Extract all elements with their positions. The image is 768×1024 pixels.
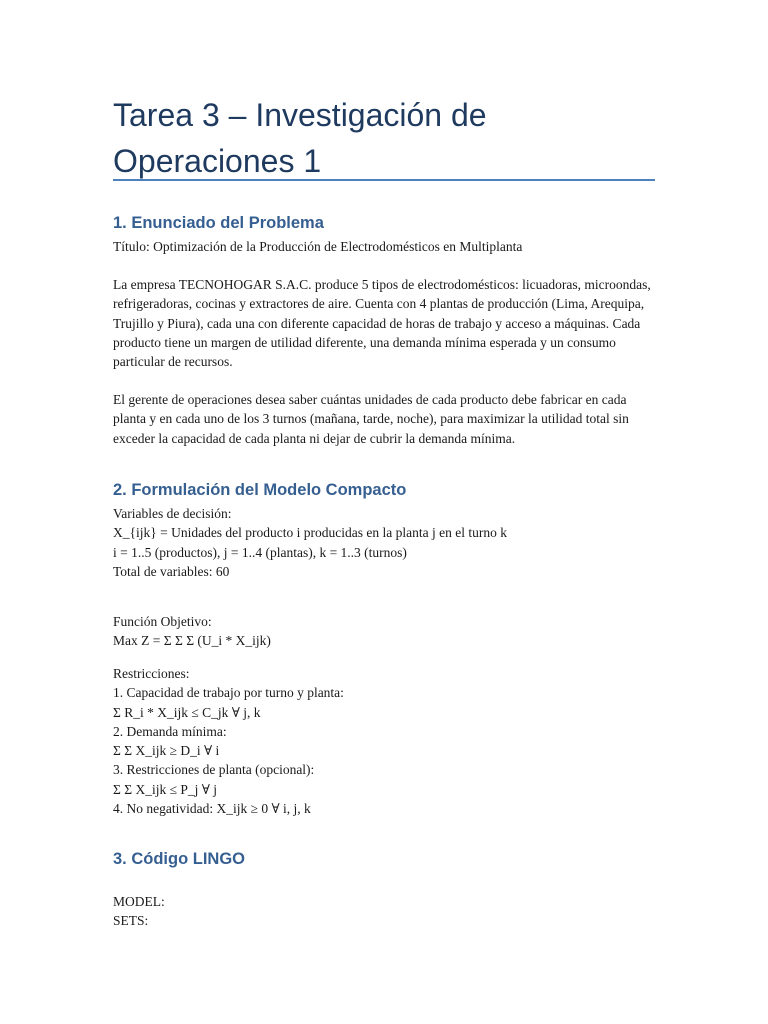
code-line: SETS: (113, 913, 149, 929)
title-divider (113, 179, 655, 181)
constraint-line: 3. Restricciones de planta (opcional): (113, 762, 315, 778)
constraint-line: 1. Capacidad de trabajo por turno y planta: (113, 685, 344, 701)
constraint-line: Σ R_i * X_ijk ≤ C_jk ∀ j, k (113, 704, 261, 720)
variables-line: i = 1..5 (productos), j = 1..4 (plantas), k = 1..3 (turnos) (113, 544, 407, 560)
constraint-line: 2. Demanda mínima: (113, 723, 227, 739)
problem-paragraph-2: El gerente de operaciones desea saber cuántas unidades de cada producto debe fabricar en cada planta y en cada uno de los 3 turnos (mañana, tarde, noche), para maximizar la utilidad total sin exceder la capacidad de cada planta ni dejar de cubrir la demanda mínima. (113, 392, 629, 446)
section-heading-lingo: 3. Código LINGO (113, 850, 245, 868)
constraint-line: Σ Σ X_ijk ≥ D_i ∀ i (113, 743, 220, 759)
objective-line: Max Z = Σ Σ Σ (U_i * X_ijk) (113, 633, 271, 649)
problem-subtitle: Título: Optimización de la Producción de Electrodomésticos en Multiplanta (113, 239, 523, 254)
section-heading-enunciado: 1. Enunciado del Problema (113, 214, 324, 232)
variables-line: X_{ijk} = Unidades del producto i producidas en la planta j en el turno k (113, 525, 507, 541)
document-title: Tarea 3 – Investigación de Operaciones 1 (113, 97, 487, 179)
section-heading-formulacion: 2. Formulación del Modelo Compacto (113, 481, 407, 499)
problem-paragraph-1: La empresa TECNOHOGAR S.A.C. produce 5 tipos de electrodomésticos: licuadoras, microondas, refrigeradoras, cocinas y extractores de aire. Cuenta con 4 plantas de producción (Lima, Arequipa, Trujillo y Piura), cada una con diferente capacidad de horas de trabajo y acceso a máquinas. Cada producto tiene un margen de utilidad diferente, una demanda mínima esperada y un consumo particular de recursos. (113, 277, 651, 370)
lingo-code (113, 892, 655, 931)
constraint-line: 4. No negatividad: X_ijk ≥ 0 ∀ i, j, k (113, 801, 311, 817)
code-line: MODEL: (113, 894, 165, 909)
constraints (113, 664, 655, 818)
constraint-line: Restricciones: (113, 666, 190, 681)
variables-line: Variables de decisión: (113, 506, 232, 521)
variables-line: Total de variables: 60 (113, 563, 230, 579)
objective-function (113, 612, 655, 651)
decision-variables (113, 504, 655, 581)
objective-line: Función Objetivo: (113, 614, 212, 629)
constraint-line: Σ Σ X_ijk ≤ P_j ∀ j (113, 781, 218, 797)
